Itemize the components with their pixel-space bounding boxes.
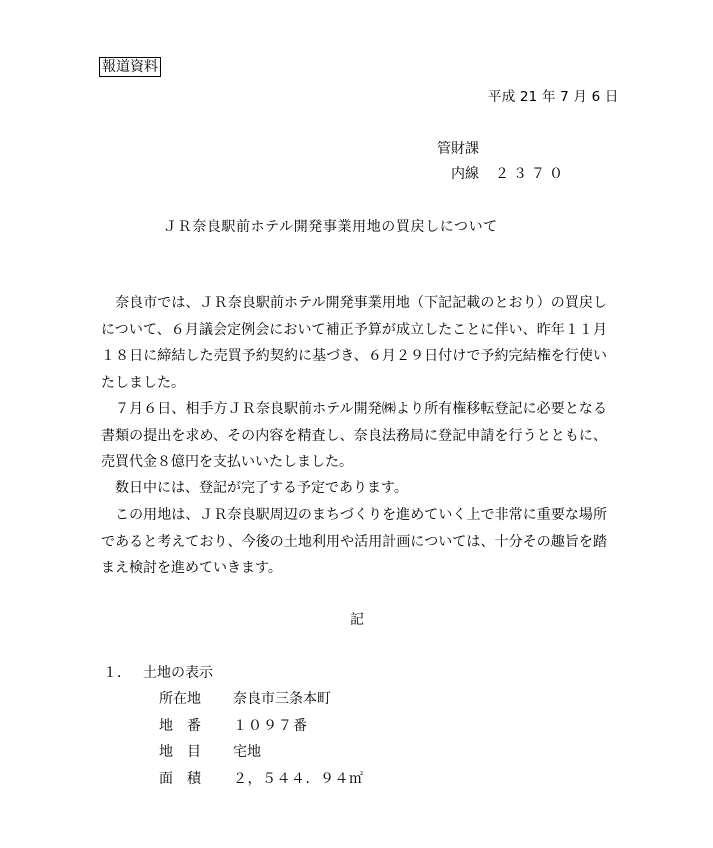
- document-title: ＪＲ奈良駅前ホテル開発事業用地の買戻しについて: [163, 219, 498, 235]
- press-release-tag: 報道資料: [99, 57, 161, 77]
- land-category-value: 宅地: [233, 744, 261, 760]
- extension-label: 内線: [451, 166, 479, 182]
- ki-heading: 記: [350, 612, 364, 628]
- lot-number-label: 地番: [159, 718, 215, 734]
- land-area-label: 面積: [159, 771, 215, 787]
- lot-number-value: １０９７番: [233, 718, 308, 734]
- section-number: １．: [103, 665, 131, 681]
- land-area-value: ２，５４４．９４㎡: [233, 771, 364, 787]
- body-paragraph: 数日中には、登記が完了する予定であります。: [101, 480, 408, 496]
- department-name: 管財課: [437, 141, 479, 157]
- extension-number: ２３７０: [495, 166, 567, 182]
- body-paragraph: この用地は、ＪＲ奈良駅周辺のまちづくりを進めていく上で非常に重要な場所であると考えており、今後の土地利用や活用計画については、十分その趣旨を踏まえ検討を進めていきます。: [101, 507, 607, 576]
- body-paragraph: 奈良市では、ＪＲ奈良駅前ホテル開発事業用地（下記記載のとおり）の買戻しについて、６月議会定例会において補正予算が成立したことに伴い、昨年１１月１８日に締結した売買予約契約に基づき、６月２９日付けで予約完結権を行使いたしました。: [101, 295, 607, 391]
- release-date: 平成 21 年 7 月 6 日: [488, 89, 619, 105]
- body-paragraph: ７月６日、相手方ＪＲ奈良駅前ホテル開発㈱より所有権移転登記に必要となる書類の提出を求め、その内容を精査し、奈良法務局に登記申請を行うとともに、売買代金８億円を支払いいたしました。: [101, 401, 607, 470]
- land-location-label: 所在地: [159, 691, 201, 707]
- section-title: 土地の表示: [143, 665, 213, 681]
- land-category-label: 地目: [159, 744, 215, 760]
- land-location-value: 奈良市三条本町: [233, 691, 331, 707]
